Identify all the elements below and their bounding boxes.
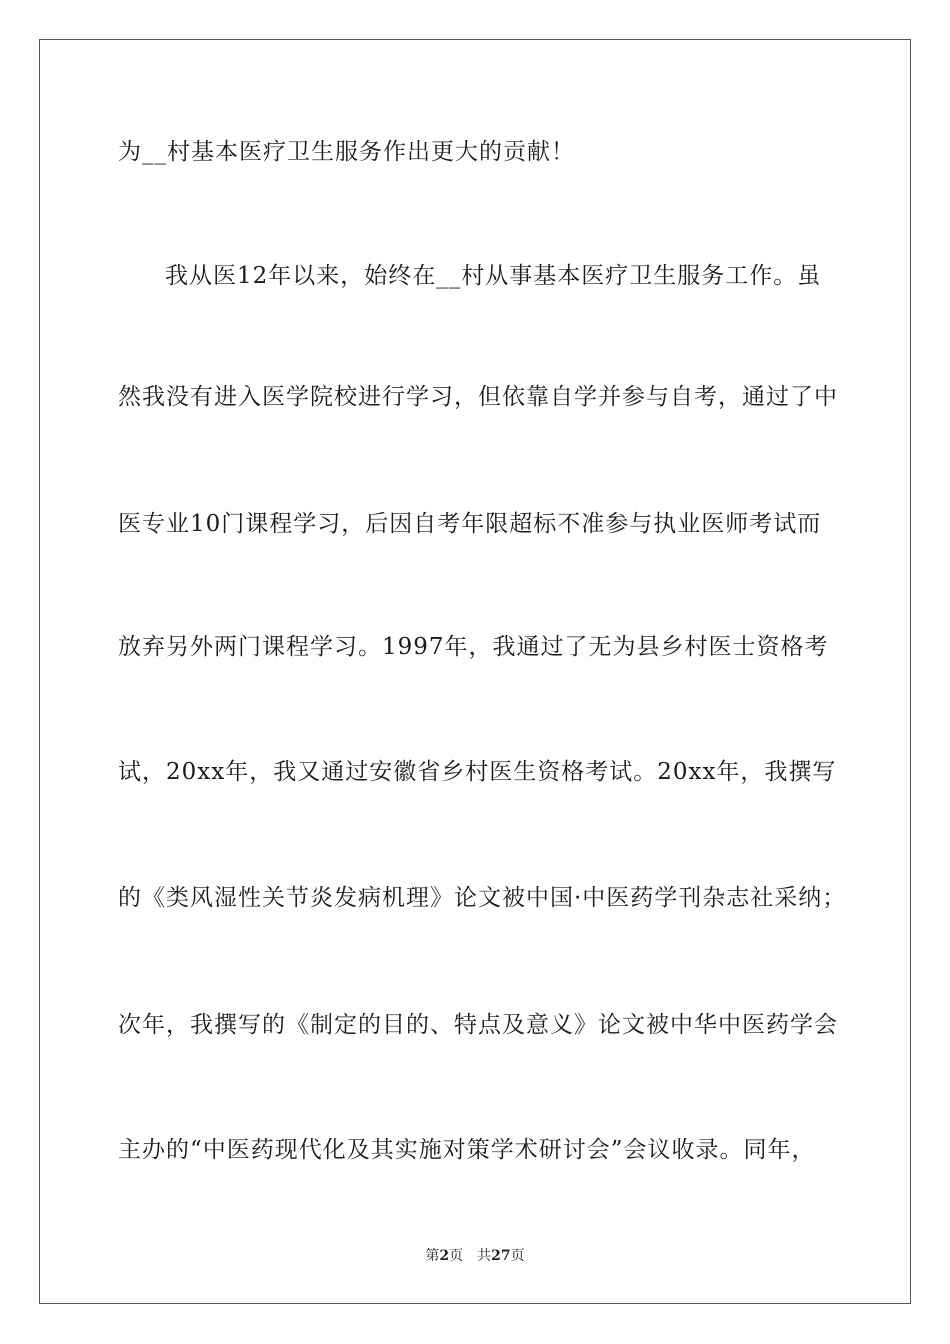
body-line: 主办的“中医药现代化及其实施对策学术研讨会”会议收录。同年，: [118, 1137, 816, 1163]
body-line: 的《类风湿性关节炎发病机理》论文被中国·中医药学刊杂志社采纳；: [118, 885, 847, 911]
body-line: 次年，我撰写的《制定的目的、特点及意义》论文被中华中医药学会: [118, 1012, 838, 1038]
body-line: 然我没有进入医学院校进行学习，但依靠自学并参与自考，通过了中: [118, 384, 838, 410]
total-suffix: 页: [510, 1248, 525, 1264]
total-prefix: 共: [477, 1248, 492, 1264]
body-line: 医专业10门课程学习，后因自考年限超标不准参与执业医师考试而: [118, 511, 822, 537]
body-line: 放弃另外两门课程学习。1997年，我通过了无为县乡村医士资格考: [118, 634, 829, 660]
body-line: 我从医12年以来，始终在__村从事基本医疗卫生服务工作。虽: [165, 263, 822, 289]
page-border: [39, 39, 911, 1304]
page-suffix: 页: [449, 1248, 464, 1264]
page-total: 27: [491, 1248, 511, 1264]
page-prefix: 第: [425, 1248, 440, 1264]
page-footer: [0, 1247, 950, 1265]
page-number: 2: [439, 1248, 450, 1264]
body-line: 试，20xx年，我又通过安徽省乡村医生资格考试。20xx年，我撰写: [118, 759, 837, 785]
body-line: 为__村基本医疗卫生服务作出更大的贡献！: [118, 139, 575, 165]
